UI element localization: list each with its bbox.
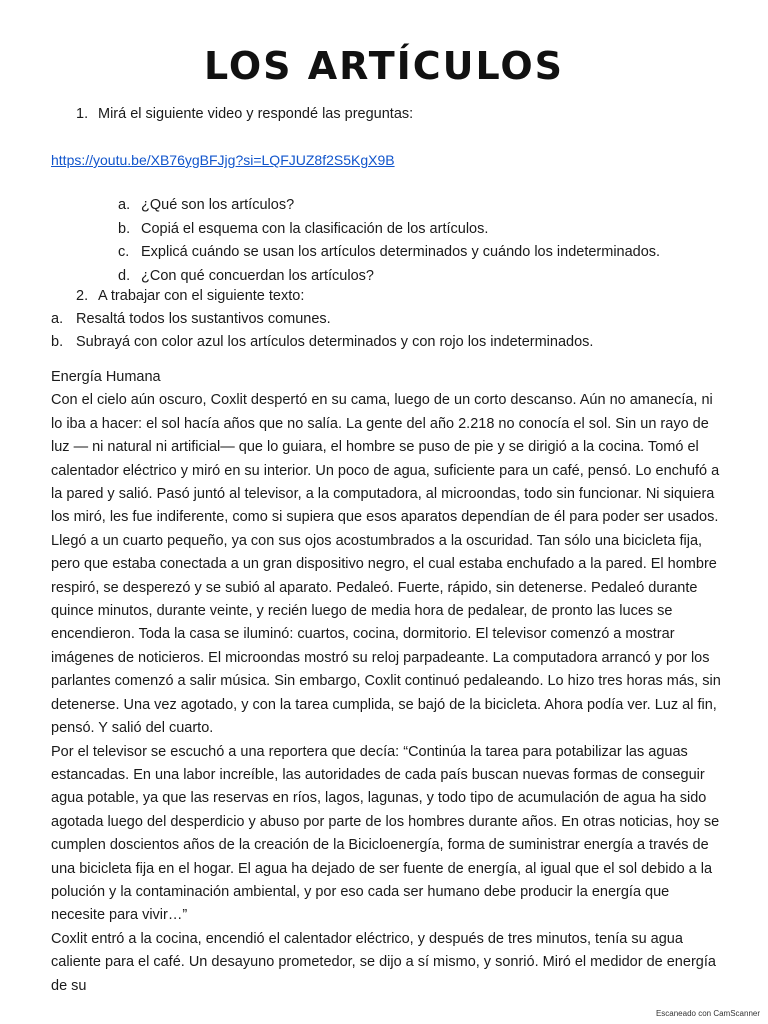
instruction-2 bbox=[76, 288, 304, 304]
list-letter: a. bbox=[118, 197, 131, 213]
list-letter: b. bbox=[51, 334, 64, 350]
list-text: Copiá el esquema con la clasificación de los artículos. bbox=[141, 220, 489, 237]
list-item bbox=[118, 221, 660, 245]
list-text: Resaltá todos los sustantivos comunes. bbox=[76, 311, 331, 327]
list-item bbox=[51, 334, 593, 357]
list-text: ¿Qué son los artículos? bbox=[141, 197, 295, 213]
question-list bbox=[118, 197, 660, 291]
list-item bbox=[118, 197, 660, 221]
instruction-1 bbox=[76, 106, 413, 122]
list-text: ¿Con qué concuerdan los artículos? bbox=[141, 267, 374, 284]
instruction-text: A trabajar con el siguiente texto: bbox=[98, 288, 305, 304]
story-text bbox=[51, 366, 721, 998]
list-item bbox=[51, 311, 593, 334]
list-letter: c. bbox=[118, 244, 130, 260]
story-paragraph: Llegó a un cuarto pequeño, ya con sus ojos acostumbrados a la oscuridad. Tan sólo una bicicleta fija, pero que estaba conectada a un gran dispositivo negro, el cual estaba enchufado a la pared. El hombre respiró, se desperezó y se subió al aparato. Pedaleó. Fuerte, rápido, sin detenerse. Pedaleó durante quince minutos, durante veinte, y recién luego de media hora de pedalear, de pronto las luces se encendieron. Toda la casa se iluminó: cuartos, cocina, dormitorio. El televisor comenzó a mostrar imágenes de noticieros. El microondas mostró su reloj parpadeante. La computadora arrancó y por los parlantes comenzó a salir música. Sin embargo, Coxlit continuó pedaleando. Lo hizo tres horas más, sin detenerse. Una vez agotado, y con la tarea cumplida, se bajó de la bicicleta. Ahora podía ver. Luz al fin, pensó. Y salió del cuarto. bbox=[51, 532, 721, 737]
scanner-watermark: Escaneado con CamScanner bbox=[655, 1009, 760, 1018]
list-item bbox=[118, 244, 660, 268]
list-text: Subrayá con color azul los artículos determinados y con rojo los indeterminados. bbox=[76, 334, 594, 350]
story-paragraph: Coxlit entró a la cocina, encendió el calentador eléctrico, y después de tres minutos, tenía su agua caliente para el café. Un desayuno prometedor, se dijo a sí mismo, y sonrió. Miró el medidor de energía de su bbox=[51, 930, 716, 994]
story-paragraph: Con el cielo aún oscuro, Coxlit despertó en su cama, luego de un corto descanso. Aún no amanecía, ni lo iba a hacer: el sol hacía años que no salía. La gente del año 2.218 no conocía el sol. Sin un rayo de luz — ni natural ni artificial— que lo guiara, el hombre se puso de pie y se dirigió a la cocina. Tomó el calentador eléctrico y miró en su interior. Un poco de agua, suficiente para un café, pensó. Lo enchufó a la pared y salió. Pasó juntó al televisor, a la computadora, al microondas, todo sin funcionar. Ni siquiera los miró, les fue indiferente, como si supiera que esos aparatos dependían de él para poder ser usados. bbox=[51, 392, 720, 526]
list-letter: d. bbox=[118, 267, 131, 284]
page-title: LOS ARTÍCULOS bbox=[203, 44, 565, 88]
list-letter: a. bbox=[51, 311, 64, 327]
story-title: Energía Humana bbox=[51, 369, 161, 385]
task-list bbox=[51, 311, 593, 357]
instruction-number: 2. bbox=[76, 288, 89, 304]
list-letter: b. bbox=[118, 220, 131, 237]
story-paragraph: Por el televisor se escuchó a una reportera que decía: “Continúa la tarea para potabilizar las aguas estancadas. En una labor increíble, las autoridades de cada país buscan nuevas formas de conseguir agua potable, ya que las reservas en ríos, lagos, lagunas, y todo tipo de acumulación de agua ha sido agotada luego del desperdicio y abuso por parte de los hombres durante años. En otras noticias, hoy se cumplen doscientos años de la creación de la Bicicloenergía, forma de suministrar energía a través de una bicicleta fija en el hogar. El agua ha dejado de ser fuente de energía, al igual que el sol debido a la polución y la contaminación ambiental, y por eso cada ser humano debe producir la energía que necesite para vivir…” bbox=[51, 743, 720, 924]
instruction-text: Mirá el siguiente video y respondé las preguntas: bbox=[98, 106, 414, 122]
instruction-number: 1. bbox=[76, 106, 89, 122]
list-text: Explicá cuándo se usan los artículos determinados y cuándo los indeterminados. bbox=[141, 244, 661, 260]
video-link[interactable]: https://youtu.be/XB76ygBFJjg?si=LQFJUZ8f2S5KgX9B bbox=[51, 152, 395, 168]
